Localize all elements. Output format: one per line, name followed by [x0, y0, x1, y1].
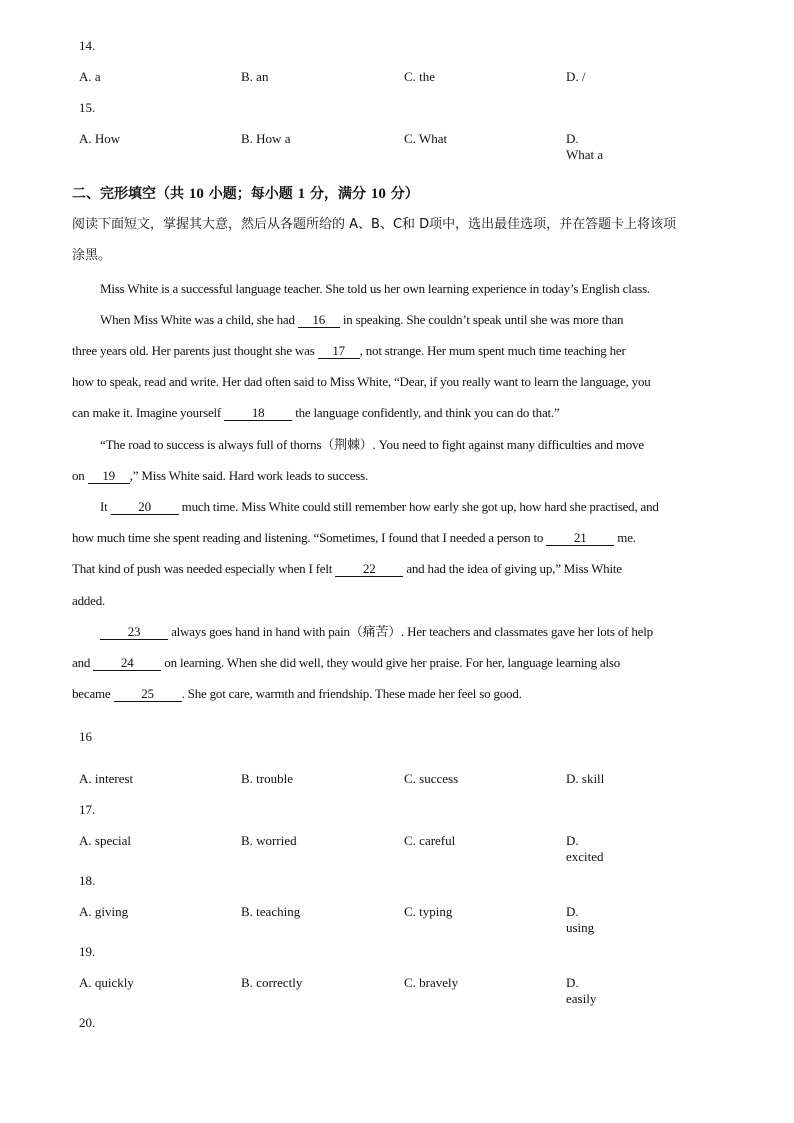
passage-line: It 20 much time. Miss White could still remember how early she got up, how hard she practised, and	[100, 499, 659, 514]
option-c: C. careful	[404, 833, 456, 848]
question-number: 19.	[79, 944, 96, 959]
section-instruction-cont: 涂黑。	[72, 248, 112, 263]
passage-line: can make it. Imagine yourself 18 the language confidently, and think you can do that.”	[72, 405, 560, 420]
option-d: D.	[566, 131, 579, 146]
option-b: B. an	[241, 69, 269, 84]
blank-20: 20	[111, 500, 179, 515]
blank-19: 19	[88, 469, 130, 484]
option-c: C. bravely	[404, 975, 459, 990]
option-b: B. trouble	[241, 771, 293, 786]
option-b: B. worried	[241, 833, 297, 848]
passage-line: 23 always goes hand in hand with pain（痛苦）. Her teachers and classmates gave her lots of help	[100, 624, 720, 640]
question-number: 15.	[79, 100, 96, 115]
passage-line: became 25 . She got care, warmth and friendship. These made her feel so good.	[72, 686, 522, 701]
option-c: C. the	[404, 69, 436, 84]
passage-line: three years old. Her parents just thought she was 17 , not strange. Her mum spent much time teaching her	[72, 343, 626, 358]
blank-24: 24	[93, 656, 161, 671]
passage-line: added.	[72, 593, 106, 608]
option-d-text: What a	[566, 147, 604, 162]
option-a: A. How	[79, 131, 121, 146]
option-d-text: excited	[566, 849, 604, 864]
option-b: B. correctly	[241, 975, 303, 990]
passage-line: “The road to success is always full of thorns（荆棘）. You need to fight against many difficulties and move	[100, 437, 644, 452]
option-c: C. What	[404, 131, 448, 146]
question-number: 18.	[79, 873, 96, 888]
option-d-text: using	[566, 920, 595, 935]
passage-line: and 24 on learning. When she did well, they would give her praise. For her, language learning also	[72, 655, 621, 670]
passage-line: That kind of push was needed especially when I felt 22 and had the idea of giving up,” Miss White	[72, 561, 622, 576]
blank-16: 16	[298, 313, 340, 328]
option-b: B. How a	[241, 131, 291, 146]
passage-line: how to speak, read and write. Her dad often said to Miss White, “Dear, if you really want to learn the language, you	[72, 374, 651, 389]
option-d: D.	[566, 904, 579, 919]
question-number: 16	[79, 729, 92, 744]
passage-line: When Miss White was a child, she had 16 in speaking. She couldn’t speak until she was more than	[100, 312, 624, 327]
passage-line: Miss White is a successful language teacher. She told us her own learning experience in today’s English class.	[100, 281, 650, 296]
option-c: C. typing	[404, 904, 453, 919]
section-instruction: 阅读下面短文，掌握其大意，然后从各题所给的 A、B、C和 D项中，选出最佳选项，并在答题卡上将该项	[72, 217, 677, 232]
option-d-text: easily	[566, 991, 597, 1006]
blank-18: 18	[224, 406, 292, 421]
option-c: C. success	[404, 771, 459, 786]
question-number: 20.	[79, 1015, 96, 1030]
option-b: B. teaching	[241, 904, 301, 919]
blank-25: 25	[114, 687, 182, 702]
question-number: 17.	[79, 802, 96, 817]
option-d: D.	[566, 975, 579, 990]
blank-23: 23	[100, 625, 168, 640]
option-a: A. interest	[79, 771, 134, 786]
option-d: D.	[566, 833, 579, 848]
passage-line: how much time she spent reading and listening. “Sometimes, I found that I needed a person to 21 me.	[72, 530, 636, 545]
option-a: A. a	[79, 69, 101, 84]
passage-line: on 19 ,” Miss White said. Hard work leads to success.	[72, 468, 369, 483]
blank-21: 21	[546, 531, 614, 546]
blank-17: 17	[318, 344, 360, 359]
option-d: D. skill	[566, 771, 605, 786]
blank-22: 22	[335, 562, 403, 577]
option-a: A. special	[79, 833, 131, 848]
option-d: D. /	[566, 69, 586, 84]
option-a: A. giving	[79, 904, 129, 919]
question-number: 14.	[79, 38, 96, 53]
section-title: 二、完形填空（共 10 小题；每小题 1 分，满分 10 分）	[72, 186, 419, 202]
option-a: A. quickly	[79, 975, 134, 990]
